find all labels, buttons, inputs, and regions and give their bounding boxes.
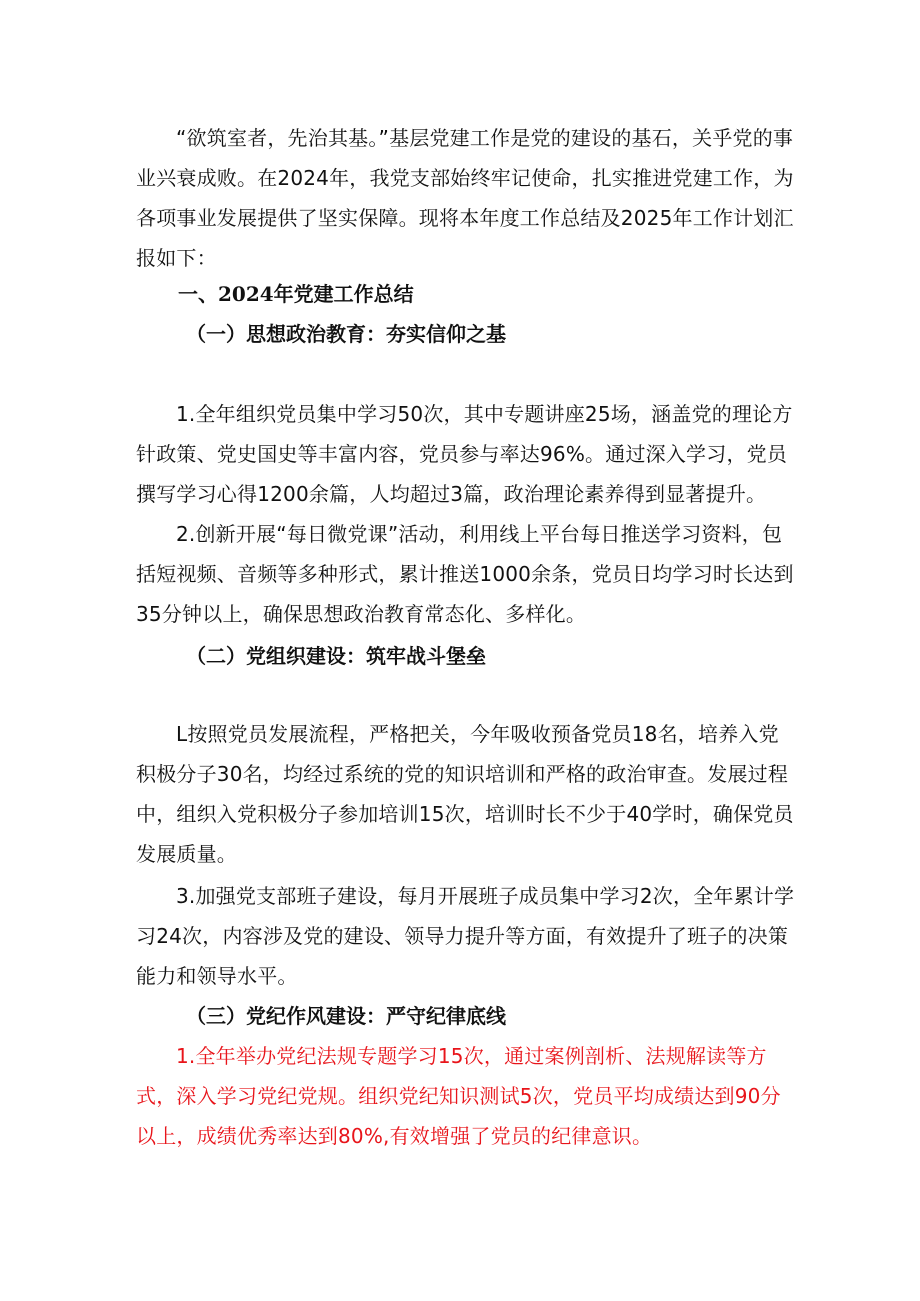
subsection-1-item-2: 2.创新开展“每日微党课”活动，利用线上平台每日推送学习资料，包括短视频、音频等多种形式，累计推送1000余条，党员日均学习时长达到35分钟以上，确保思想政治教育常态化、多样化。 [136, 522, 794, 626]
subsection-2-title: （二）党组织建设：筑牢战斗堡垒 [186, 644, 486, 668]
intro-paragraph: “欲筑室者，先治其基。”基层党建工作是党的建设的基石，关乎党的事业兴衰成败。在2024年，我党支部始终牢记使命，扎实推进党建工作，为各项事业发展提供了坚实保障。现将本年度工作总结及2025年工作计划汇报如下： [136, 126, 794, 270]
subsection-2-item-2: 3.加强党支部班子建设，每月开展班子成员集中学习2次，全年累计学习24次，内容涉及党的建设、领导力提升等方面，有效提升了班子的决策能力和领导水平。 [136, 884, 795, 988]
subsection-1-item-1: 1.全年组织党员集中学习50次，其中专题讲座25场，涵盖党的理论方针政策、党史国史等丰富内容，党员参与率达96%。通过深入学习，党员撰写学习心得1200余篇，人均超过3篇，政治理论素养得到显著提升。 [136, 402, 793, 506]
subsection-3-title: （三）党纪作风建设：严守纪律底线 [186, 1004, 506, 1028]
subsection-3-item-1: 1.全年举办党纪法规专题学习15次，通过案例剖析、法规解读等方式，深入学习党纪党规。组织党纪知识测试5次，党员平均成绩达到90分以上，成绩优秀率达到80%,有效增强了党员的纪律意识。 [136, 1044, 781, 1148]
subsection-2-item-1: L按照党员发展流程，严格把关，今年吸收预备党员18名，培养入党积极分子30名，均经过系统的党的知识培训和严格的政治审查。发展过程中，组织入党积极分子参加培训15次，培训时长不少于40学时，确保党员发展质量。 [136, 722, 794, 866]
section-1-title: 一、2024年党建工作总结 [178, 282, 414, 306]
subsection-1-title: （一）思想政治教育：夯实信仰之基 [186, 322, 506, 346]
